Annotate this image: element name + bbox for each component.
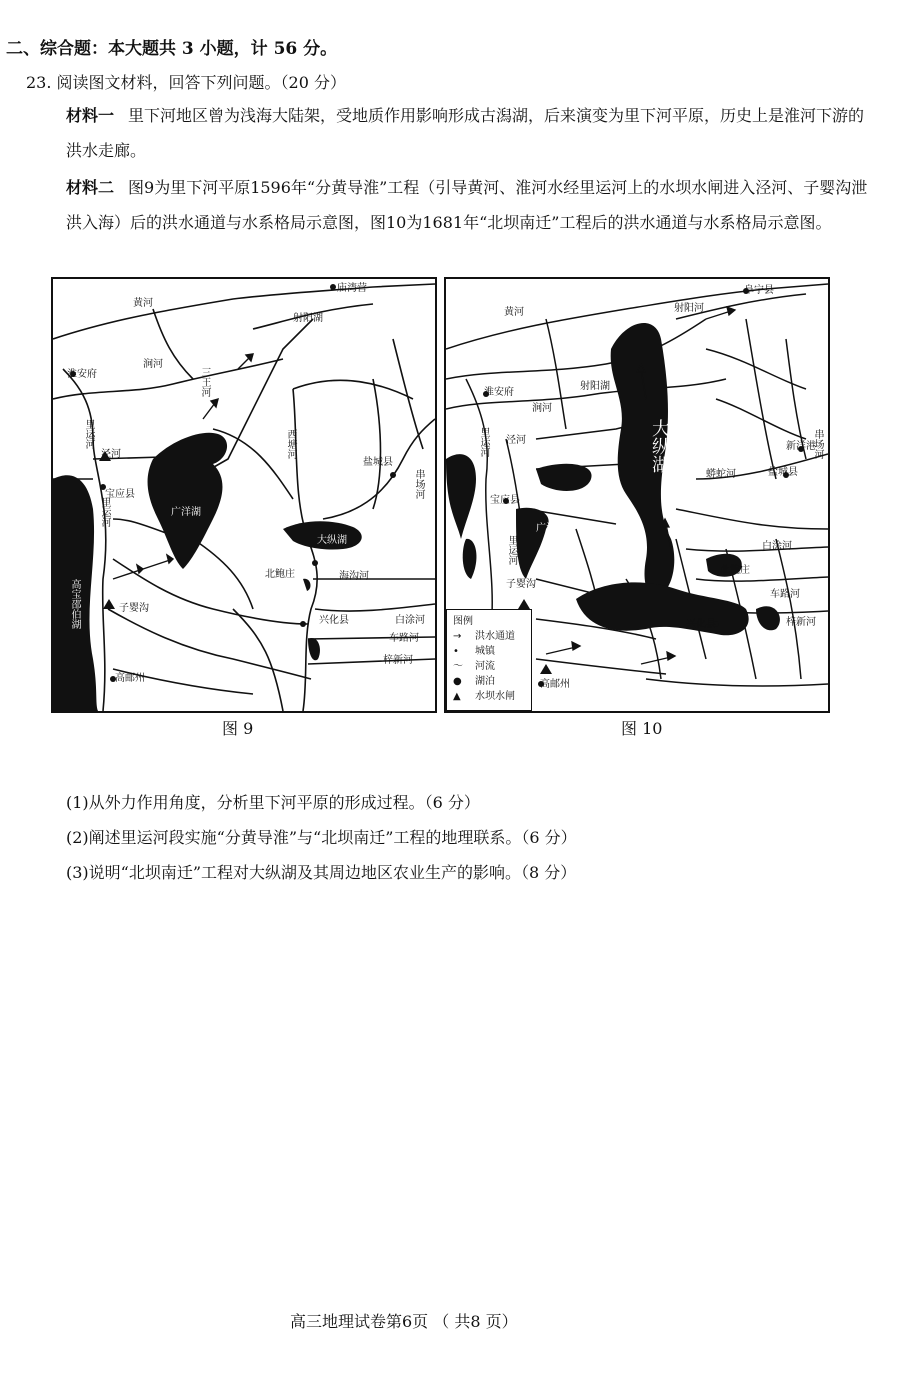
map-figure-10 (444, 277, 830, 713)
map9-label-gaoyouzhou: 高邮州 (115, 673, 145, 684)
arrow-icon: → (453, 631, 462, 642)
legend-item-lake: ● 湖泊 (453, 676, 495, 687)
triangle-icon: ▲ (453, 691, 461, 702)
map10-label-zixinhe: 梓新河 (786, 617, 816, 628)
map9-label-haigouhe: 海沟河 (339, 571, 369, 582)
caption-figure-10: 图 10 (621, 719, 663, 738)
map9-label-gaobaoshaobohu: 高宝邵伯湖 (69, 579, 80, 629)
material-1-label: 材料一 (66, 106, 115, 125)
map9-label-chuanchanghe: 串场河 (413, 469, 424, 499)
map10-label-guangyanghu: 广洋湖 (536, 523, 566, 534)
map10-label-beiaozhuang: 北鲍庄 (720, 565, 750, 576)
sub-question-2: (2)阐述里运河段实施“分黄导淮”与“北坝南迁”工程的地理联系。（6 分） (66, 828, 577, 847)
map10-label-sheyanghu: 射阳湖 (580, 381, 610, 392)
map-figure-9 (51, 277, 437, 713)
map9-label-sheyanghu: 射阳湖 (293, 313, 323, 324)
map9-label-miaowanying: 庙湾营 (337, 283, 367, 294)
map10-label-xinyanggang: 新洋港 (786, 441, 816, 452)
map9-label-baituhe: 白涂河 (395, 615, 425, 626)
lake-blob-icon: ● (453, 676, 462, 687)
map10-label-sheyanghe: 射阳河 (674, 303, 704, 314)
map10-label-jinghe: 泾河 (506, 435, 526, 446)
map10-label-yanchengxian: 盐城县 (768, 467, 798, 478)
map10-label-liyunhe-1: 里运河 (478, 427, 489, 457)
material-2-label: 材料二 (66, 178, 115, 197)
map9-label-jinghe: 泾河 (101, 449, 121, 460)
map10-label-xinghuaxian: 兴化县 (686, 619, 716, 630)
map10-label-ziyinggou: 子婴沟 (506, 579, 536, 590)
legend-item-river: ～ 河流 (453, 657, 495, 672)
map9-label-sanwanghe: 三王河 (199, 367, 210, 397)
map10-label-liyunhe-2: 里运河 (506, 535, 517, 565)
map9-label-beiaozhuang: 北鲍庄 (265, 569, 295, 580)
map9-label-baoyingxian: 宝应县 (105, 489, 135, 500)
map10-label-dazonghu: 大纵湖 (649, 419, 670, 473)
map10-label-mangshehe: 蟒蛇河 (706, 469, 736, 480)
map10-label-funingxian: 阜宁县 (744, 285, 774, 296)
material-1-text: 里下河地区曾为浅海大陆架，受地质作用影响形成古潟湖，后来演变为里下河平原，历史上是淮河下游的洪水走廊。 (66, 106, 865, 160)
map10-label-huaianfu: 淮安府 (484, 387, 514, 398)
map9-label-xinghuaxian: 兴化县 (319, 615, 349, 626)
map10-label-baoyingxian: 宝应县 (490, 495, 520, 506)
map9-label-guangyanghu: 广洋湖 (171, 507, 201, 518)
map10-label-baituhe: 白涂河 (762, 541, 792, 552)
question-title: 23. 阅读图文材料，回答下列问题。（20 分） (26, 73, 346, 92)
material-1 (66, 98, 880, 168)
map9-label-ziyinggou: 子婴沟 (119, 603, 149, 614)
legend-item-town: • 城镇 (453, 646, 495, 657)
map9-label-huaianfu: 淮安府 (67, 369, 97, 380)
map10-label-gaoyouzhou: 高邮州 (540, 679, 570, 690)
map10-legend (446, 609, 532, 711)
section-title: 二、综合题：本大题共 3 小题，计 56 分。 (6, 39, 338, 59)
map10-label-chuanchanghe: 串场河 (812, 429, 823, 459)
map10-label-jianhe: 涧河 (532, 403, 552, 414)
material-2-text: 图9为里下河平原1596年“分黄导淮”工程（引导黄河、淮河水经里运河上的水坝水闸进入泾河、子婴沟泄洪入海）后的洪水通道与水系格局示意图，图10为1681年“北坝南迁”工程后的洪水通道与水系格局示意图。 (66, 178, 868, 232)
legend-item-dam: ▲ 水坝水闸 (453, 691, 515, 702)
map9-label-jianhe: 涧河 (143, 359, 163, 370)
map9-label-zixinhe: 梓新河 (383, 655, 413, 666)
dot-icon: • (453, 646, 459, 657)
caption-figure-9: 图 9 (222, 719, 254, 738)
sub-question-3: (3)说明“北坝南迁”工程对大纵湖及其周边地区农业生产的影响。（8 分） (66, 863, 577, 882)
legend-title: 图例 (453, 616, 473, 627)
legend-item-flood-channel: → 洪水通道 (453, 631, 515, 642)
map9-label-huanghe: 黄河 (133, 298, 153, 309)
map9-label-liyunhe-2: 里运河 (99, 497, 110, 527)
map10-label-huanghe: 黄河 (504, 307, 524, 318)
map9-label-cheluhe: 车路河 (389, 633, 419, 644)
sub-question-1: (1)从外力作用角度，分析里下河平原的形成过程。（6 分） (66, 793, 480, 812)
page-footer: 高三地理试卷第6页 （ 共8 页） (290, 1312, 518, 1331)
map9-label-xitanghe: 西塘河 (285, 429, 296, 459)
map9-label-yanchengxian: 盐城县 (363, 457, 393, 468)
map10-label-cheluhe: 车路河 (770, 589, 800, 600)
map9-label-liyunhe-1: 里运河 (83, 419, 94, 449)
map9-label-dazonghu: 大纵湖 (317, 535, 347, 546)
material-2 (66, 170, 880, 240)
river-line-icon: ～ (453, 661, 463, 672)
guangyang-lake (148, 433, 228, 569)
